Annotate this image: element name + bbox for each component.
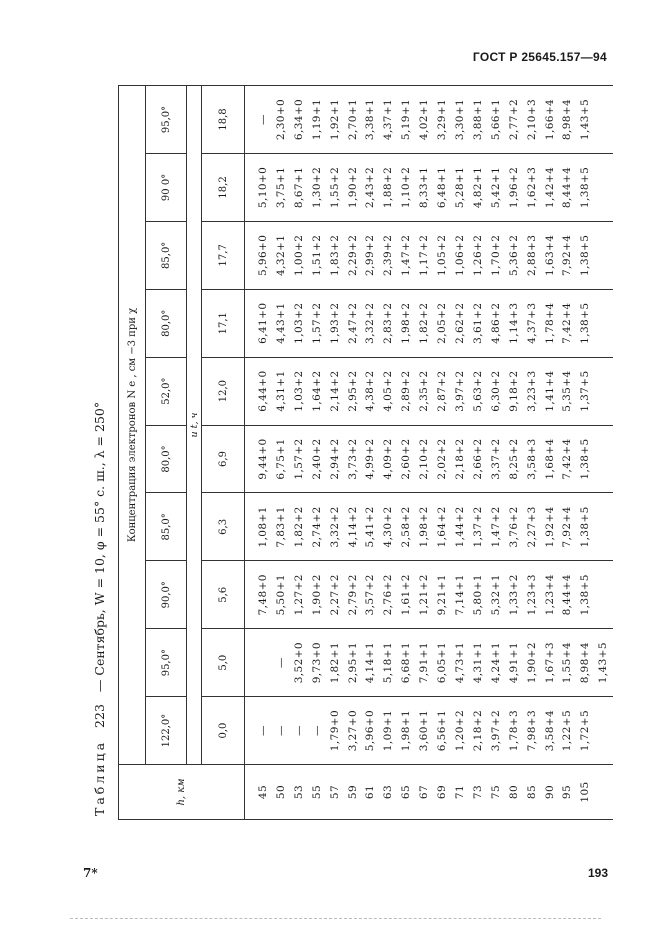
bottom-divider bbox=[70, 918, 601, 919]
table-cell: 6,05+1 bbox=[436, 642, 449, 684]
chi-header-1: 95,0° bbox=[146, 629, 187, 697]
table-cell: 1,92+1 bbox=[328, 98, 341, 141]
table-cell: 2,87+2 bbox=[436, 370, 449, 412]
table-cell: 5,96+0 bbox=[257, 234, 269, 276]
main-heading: Концентрация электронов N e , см −3 при χ bbox=[119, 86, 146, 765]
table-cell: 6,68+1 bbox=[400, 642, 413, 684]
table-cell: 1,38+5 bbox=[579, 574, 592, 616]
table-cell: — bbox=[257, 114, 269, 125]
table-cell: 1,98+1 bbox=[400, 709, 413, 752]
time-header-7: 17,7 bbox=[202, 221, 245, 289]
standard-header: ГОСТ Р 25645.157—94 bbox=[472, 50, 607, 64]
table-cell: 6,75+1 bbox=[274, 438, 287, 480]
data-column-2 bbox=[245, 561, 614, 629]
table-cell: 2,43+2 bbox=[364, 166, 377, 209]
rotated-table-block bbox=[82, 85, 617, 820]
table-cell: 7,48+0 bbox=[257, 574, 269, 616]
time-header-4: 6,9 bbox=[202, 425, 245, 493]
table-cell: 2,60+2 bbox=[400, 438, 413, 480]
data-column-7 bbox=[245, 221, 614, 289]
height-value: 75 bbox=[489, 784, 502, 800]
table-cell: — bbox=[257, 725, 269, 737]
table-cell: 2,35+2 bbox=[418, 370, 431, 412]
table-cell: 2,83+2 bbox=[382, 302, 395, 344]
table-cell: 3,32+2 bbox=[328, 506, 341, 548]
table-cell: 2,95+1 bbox=[346, 642, 359, 684]
table-cell: 6,44+0 bbox=[257, 370, 269, 412]
table-cell: 2,70+1 bbox=[346, 98, 359, 141]
data-column-5 bbox=[245, 357, 614, 425]
table-cell: 5,96+0 bbox=[364, 709, 377, 752]
table-cell: 2,76+2 bbox=[382, 574, 395, 616]
height-value: 57 bbox=[328, 784, 341, 800]
table-cell: 2,95+2 bbox=[346, 370, 359, 412]
table-cell: 3,76+2 bbox=[507, 506, 520, 548]
table-cell: 5,50+1 bbox=[274, 574, 287, 616]
table-cell: 1,66+4 bbox=[543, 98, 556, 141]
height-value: 69 bbox=[436, 784, 449, 800]
table-cell: 1,08+1 bbox=[257, 506, 269, 548]
table-cell: 3,61+2 bbox=[471, 302, 484, 344]
table-cell: 5,41+2 bbox=[364, 506, 377, 548]
table-cell: 8,44+4 bbox=[561, 166, 574, 209]
table-cell: 1,14+3 bbox=[507, 302, 520, 344]
table-cell: 2,18+2 bbox=[453, 438, 466, 480]
height-value: 105 bbox=[579, 781, 592, 803]
table-cell: 1,72+5 bbox=[579, 709, 592, 752]
electron-concentration-table bbox=[118, 85, 613, 820]
table-cell: 1,83+2 bbox=[328, 234, 341, 276]
table-cell: 6,56+1 bbox=[436, 709, 449, 752]
table-cell: 2,29+2 bbox=[346, 234, 359, 276]
table-cell: 1,93+2 bbox=[328, 302, 341, 344]
table-cell: 3,88+1 bbox=[471, 98, 484, 141]
table-cell: 1,57+2 bbox=[292, 438, 305, 480]
time-header-3: 6,3 bbox=[202, 493, 245, 561]
table-cell: 4,37+1 bbox=[382, 98, 395, 141]
height-value: 55 bbox=[310, 784, 323, 800]
table-cell: 2,05+2 bbox=[436, 302, 449, 344]
table-cell: 3,97+2 bbox=[489, 709, 502, 752]
height-value: 61 bbox=[364, 784, 377, 800]
table-cell: 7,92+4 bbox=[561, 506, 574, 548]
table-cell: 5,42+1 bbox=[489, 166, 502, 209]
table-cell: 7,98+3 bbox=[525, 709, 538, 752]
table-cell: 1,09+1 bbox=[382, 709, 395, 752]
table-cell: 1,20+2 bbox=[453, 709, 466, 752]
table-cell: 1,27+2 bbox=[292, 574, 305, 616]
table-cell: 2,99+2 bbox=[364, 234, 377, 276]
table-cell: 2,10+3 bbox=[525, 98, 538, 141]
table-cell: 1,70+2 bbox=[489, 234, 502, 276]
table-cell: 8,98+4 bbox=[579, 642, 592, 684]
caption-label: Таблица bbox=[92, 739, 107, 816]
table-cell: 9,18+2 bbox=[507, 370, 520, 412]
table-cell: — bbox=[274, 657, 287, 669]
table-cell: 7,83+1 bbox=[274, 506, 287, 548]
table-cell: 1,51+2 bbox=[310, 234, 323, 276]
table-cell: 1,17+2 bbox=[418, 234, 431, 276]
time-header-6: 17,1 bbox=[202, 289, 245, 357]
table-cell: 1,41+4 bbox=[543, 370, 556, 412]
table-cell: — bbox=[274, 725, 287, 737]
table-cell: 1,37+2 bbox=[471, 506, 484, 548]
table-cell: — bbox=[310, 725, 323, 737]
height-value: 67 bbox=[418, 784, 431, 800]
data-column-1 bbox=[245, 629, 614, 697]
chi-header-3: 85,0° bbox=[146, 493, 187, 561]
table-cell: 4,99+2 bbox=[364, 438, 377, 480]
time-header-2: 5,6 bbox=[202, 561, 245, 629]
chi-header-2: 90,0° bbox=[146, 561, 187, 629]
table-cell: 2,66+2 bbox=[471, 438, 484, 480]
table-cell: 9,21+1 bbox=[436, 574, 449, 616]
table-cell: 5,10+0 bbox=[257, 166, 269, 209]
table-cell: 4,30+2 bbox=[382, 506, 395, 548]
table-cell: 2,40+2 bbox=[310, 438, 323, 480]
table-cell: 4,37+3 bbox=[525, 302, 538, 344]
table-cell: 4,14+2 bbox=[346, 506, 359, 548]
table-cell: 5,63+2 bbox=[471, 370, 484, 412]
height-value: 59 bbox=[346, 784, 359, 800]
table-cell: 1,06+2 bbox=[453, 234, 466, 276]
table-cell: 8,98+4 bbox=[561, 98, 574, 141]
height-value: 85 bbox=[525, 784, 538, 800]
table-cell: 1,90+2 bbox=[310, 574, 323, 616]
table-cell: 7,14+1 bbox=[453, 574, 466, 616]
table-cell: 4,09+2 bbox=[382, 438, 395, 480]
table-cell: 8,44+4 bbox=[561, 574, 574, 616]
table-cell: 3,58+4 bbox=[543, 709, 556, 752]
table-cell: 1,82+2 bbox=[292, 506, 305, 548]
data-column-0 bbox=[245, 697, 614, 765]
table-cell: 1,62+3 bbox=[525, 166, 538, 209]
chi-header-7: 85,0° bbox=[146, 221, 187, 289]
table-cell: 1,78+4 bbox=[543, 302, 556, 344]
table-cell: 2,47+2 bbox=[346, 302, 359, 344]
height-value: 90 bbox=[543, 784, 556, 800]
table-cell: 1,96+2 bbox=[507, 166, 520, 209]
table-cell: 2,58+2 bbox=[400, 506, 413, 548]
table-cell: 1,38+5 bbox=[579, 302, 592, 344]
table-cell: 1,67+3 bbox=[543, 642, 556, 684]
time-header-9: 18,8 bbox=[202, 86, 245, 154]
data-column-8 bbox=[245, 153, 614, 221]
data-column-4 bbox=[245, 425, 614, 493]
table-cell: 2,39+2 bbox=[382, 234, 395, 276]
table-cell: 3,38+1 bbox=[364, 98, 377, 141]
table-cell: 2,27+3 bbox=[525, 506, 538, 548]
table-cell: 3,52+0 bbox=[292, 642, 305, 684]
footer-mark: 7* bbox=[83, 866, 98, 880]
table-cell: 3,73+2 bbox=[346, 438, 359, 480]
table-cell: 4,02+1 bbox=[418, 98, 431, 141]
table-caption bbox=[82, 85, 118, 820]
chi-header-8: 90 0° bbox=[146, 153, 187, 221]
table-cell: 1,78+3 bbox=[507, 709, 520, 752]
table-cell: 5,19+1 bbox=[400, 98, 413, 141]
table-cell: 3,29+1 bbox=[436, 98, 449, 141]
height-value: 65 bbox=[400, 784, 413, 800]
table-cell: 1,47+2 bbox=[489, 506, 502, 548]
table-cell: 4,82+1 bbox=[471, 166, 484, 209]
time-label: и t, ч bbox=[187, 86, 202, 765]
table-cell: 4,43+1 bbox=[274, 302, 287, 344]
table-cell: 4,73+1 bbox=[453, 642, 466, 684]
table-cell: 1,64+2 bbox=[436, 506, 449, 548]
table-cell: 1,55+4 bbox=[561, 642, 574, 684]
table-cell: 3,37+2 bbox=[489, 438, 502, 480]
table-cell: 4,32+1 bbox=[274, 234, 287, 276]
table-cell: 1,88+2 bbox=[382, 166, 395, 209]
table-cell: 6,30+2 bbox=[489, 370, 502, 412]
table-cell: 1,10+2 bbox=[400, 166, 413, 209]
table-cell: 1,37+5 bbox=[579, 370, 592, 412]
table-cell: 5,36+2 bbox=[507, 234, 520, 276]
time-header-1: 5,0 bbox=[202, 629, 245, 697]
table-cell: 5,80+1 bbox=[471, 574, 484, 616]
chi-header-4: 80,0° bbox=[146, 425, 187, 493]
table-cell: 1,68+4 bbox=[543, 438, 556, 480]
height-value: 63 bbox=[382, 784, 395, 800]
table-cell: 7,92+4 bbox=[561, 234, 574, 276]
table-cell: 8,25+2 bbox=[507, 438, 520, 480]
table-cell: 7,42+4 bbox=[561, 438, 574, 480]
time-header-0: 0,0 bbox=[202, 697, 245, 765]
table-cell: 1,98+2 bbox=[400, 302, 413, 344]
height-column bbox=[245, 765, 614, 820]
table-cell: 9,44+0 bbox=[257, 438, 269, 480]
table-cell: 1,26+2 bbox=[471, 234, 484, 276]
table-cell: 4,24+1 bbox=[489, 642, 502, 684]
table-cell: 7,91+1 bbox=[418, 642, 431, 684]
table-cell: 3,97+2 bbox=[453, 370, 466, 412]
table-cell: 7,42+4 bbox=[561, 302, 574, 344]
table-cell: 1,03+2 bbox=[292, 370, 305, 412]
table-cell: 4,91+1 bbox=[507, 642, 520, 684]
table-cell: 3,30+1 bbox=[453, 98, 466, 141]
table-cell: 1,42+4 bbox=[543, 166, 556, 209]
table-cell: 1,82+1 bbox=[328, 642, 341, 684]
table-cell: 9,73+0 bbox=[310, 642, 323, 684]
table-cell: 3,75+1 bbox=[274, 166, 287, 209]
table-cell: 5,32+1 bbox=[489, 574, 502, 616]
height-value: 50 bbox=[274, 784, 287, 800]
table-cell: 5,18+1 bbox=[382, 642, 395, 684]
height-value: 71 bbox=[453, 784, 466, 800]
table-cell: 2,88+3 bbox=[525, 234, 538, 276]
height-value: 80 bbox=[507, 784, 520, 800]
table-cell: 8,33+1 bbox=[418, 166, 431, 209]
height-value: 45 bbox=[257, 784, 269, 800]
table-cell: — bbox=[292, 725, 305, 737]
table-cell: 1,38+5 bbox=[579, 438, 592, 480]
table-cell: 2,30+0 bbox=[274, 98, 287, 141]
table-cell: 1,64+2 bbox=[310, 370, 323, 412]
table-cell: 1,92+4 bbox=[543, 506, 556, 548]
table-cell: 3,23+3 bbox=[525, 370, 538, 412]
table-cell: 5,35+4 bbox=[561, 370, 574, 412]
table-cell: 4,14+1 bbox=[364, 642, 377, 684]
table-cell: 2,14+2 bbox=[328, 370, 341, 412]
table-cell: 1,57+2 bbox=[310, 302, 323, 344]
table-cell: 2,18+2 bbox=[471, 709, 484, 752]
table-cell: 5,66+1 bbox=[489, 98, 502, 141]
table-cell bbox=[255, 629, 273, 696]
table-cell: 2,27+2 bbox=[328, 574, 341, 616]
table-cell: 1,38+5 bbox=[579, 506, 592, 548]
table-cell: 1,33+2 bbox=[507, 574, 520, 616]
table-cell: 1,44+2 bbox=[453, 506, 466, 548]
table-cell: 2,02+2 bbox=[436, 438, 449, 480]
table-cell: 4,38+2 bbox=[364, 370, 377, 412]
table-cell: 4,31+1 bbox=[471, 642, 484, 684]
table-cell: 1,00+2 bbox=[292, 234, 305, 276]
table-cell: 3,27+0 bbox=[346, 709, 359, 752]
table-cell: 1,61+2 bbox=[400, 574, 413, 616]
table-cell: 6,34+0 bbox=[292, 98, 305, 141]
table-cell: 2,62+2 bbox=[453, 302, 466, 344]
data-column-3 bbox=[245, 493, 614, 561]
table-cell: 1,98+2 bbox=[418, 506, 431, 548]
table-cell: 2,74+2 bbox=[310, 506, 323, 548]
chi-header-6: 80,0° bbox=[146, 289, 187, 357]
table-cell: 3,32+2 bbox=[364, 302, 377, 344]
table-cell: 1,05+2 bbox=[436, 234, 449, 276]
table-cell: 4,86+2 bbox=[489, 302, 502, 344]
table-cell: 4,31+1 bbox=[274, 370, 287, 412]
table-cell: 2,77+2 bbox=[507, 98, 520, 141]
table-cell: 1,90+2 bbox=[525, 642, 538, 684]
table-cell: 1,03+2 bbox=[292, 302, 305, 344]
table-cell: 1,79+0 bbox=[328, 709, 341, 752]
table-cell: 1,55+2 bbox=[328, 166, 341, 209]
table-cell: 4,05+2 bbox=[382, 370, 395, 412]
table-cell: 2,94+2 bbox=[328, 438, 341, 480]
table-cell: 1,30+2 bbox=[310, 166, 323, 209]
table-cell: 1,23+3 bbox=[525, 574, 538, 616]
table-cell: 1,63+4 bbox=[543, 234, 556, 276]
data-column-9 bbox=[245, 86, 614, 154]
caption-text: — Сентябрь, W = 10, φ = 55° с. ш., λ = 250° bbox=[92, 401, 107, 693]
table-cell: 6,41+0 bbox=[257, 302, 269, 344]
caption-number: 223 bbox=[92, 704, 107, 728]
table-cell: 8,67+1 bbox=[292, 166, 305, 209]
chi-header-0: 122,0° bbox=[146, 697, 187, 765]
table-cell: 1,21+2 bbox=[418, 574, 431, 616]
table-cell: 2,89+2 bbox=[400, 370, 413, 412]
table-cell: 1,43+5 bbox=[579, 98, 592, 141]
time-header-8: 18,2 bbox=[202, 153, 245, 221]
table-cell: 3,58+3 bbox=[525, 438, 538, 480]
time-header-5: 12,0 bbox=[202, 357, 245, 425]
table-cell: 2,79+2 bbox=[346, 574, 359, 616]
table-cell: 1,47+2 bbox=[400, 234, 413, 276]
table-cell: 1,38+5 bbox=[579, 166, 592, 209]
table-cell: 3,60+1 bbox=[418, 709, 431, 752]
chi-header-5: 52,0° bbox=[146, 357, 187, 425]
table-cell: 3,57+2 bbox=[364, 574, 377, 616]
page-number: 193 bbox=[587, 866, 608, 880]
table-cell: 2,10+2 bbox=[418, 438, 431, 480]
table-cell: 1,19+1 bbox=[310, 98, 323, 141]
chi-header-9: 95,0° bbox=[146, 86, 187, 154]
table-cell: 1,38+5 bbox=[579, 234, 592, 276]
table-cell: 1,22+5 bbox=[561, 709, 574, 752]
height-value: 73 bbox=[471, 784, 484, 800]
table-cell: 5,28+1 bbox=[453, 166, 466, 209]
height-value: 53 bbox=[292, 784, 305, 800]
table-cell: 1,90+2 bbox=[346, 166, 359, 209]
table-cell: 1,43+5 bbox=[597, 642, 610, 684]
table-cell: 6,48+1 bbox=[436, 166, 449, 209]
table-cell: 1,23+4 bbox=[543, 574, 556, 616]
table-cell: 1,82+2 bbox=[418, 302, 431, 344]
height-header: h, км bbox=[119, 765, 245, 820]
height-value: 95 bbox=[561, 784, 574, 800]
data-column-6 bbox=[245, 289, 614, 357]
